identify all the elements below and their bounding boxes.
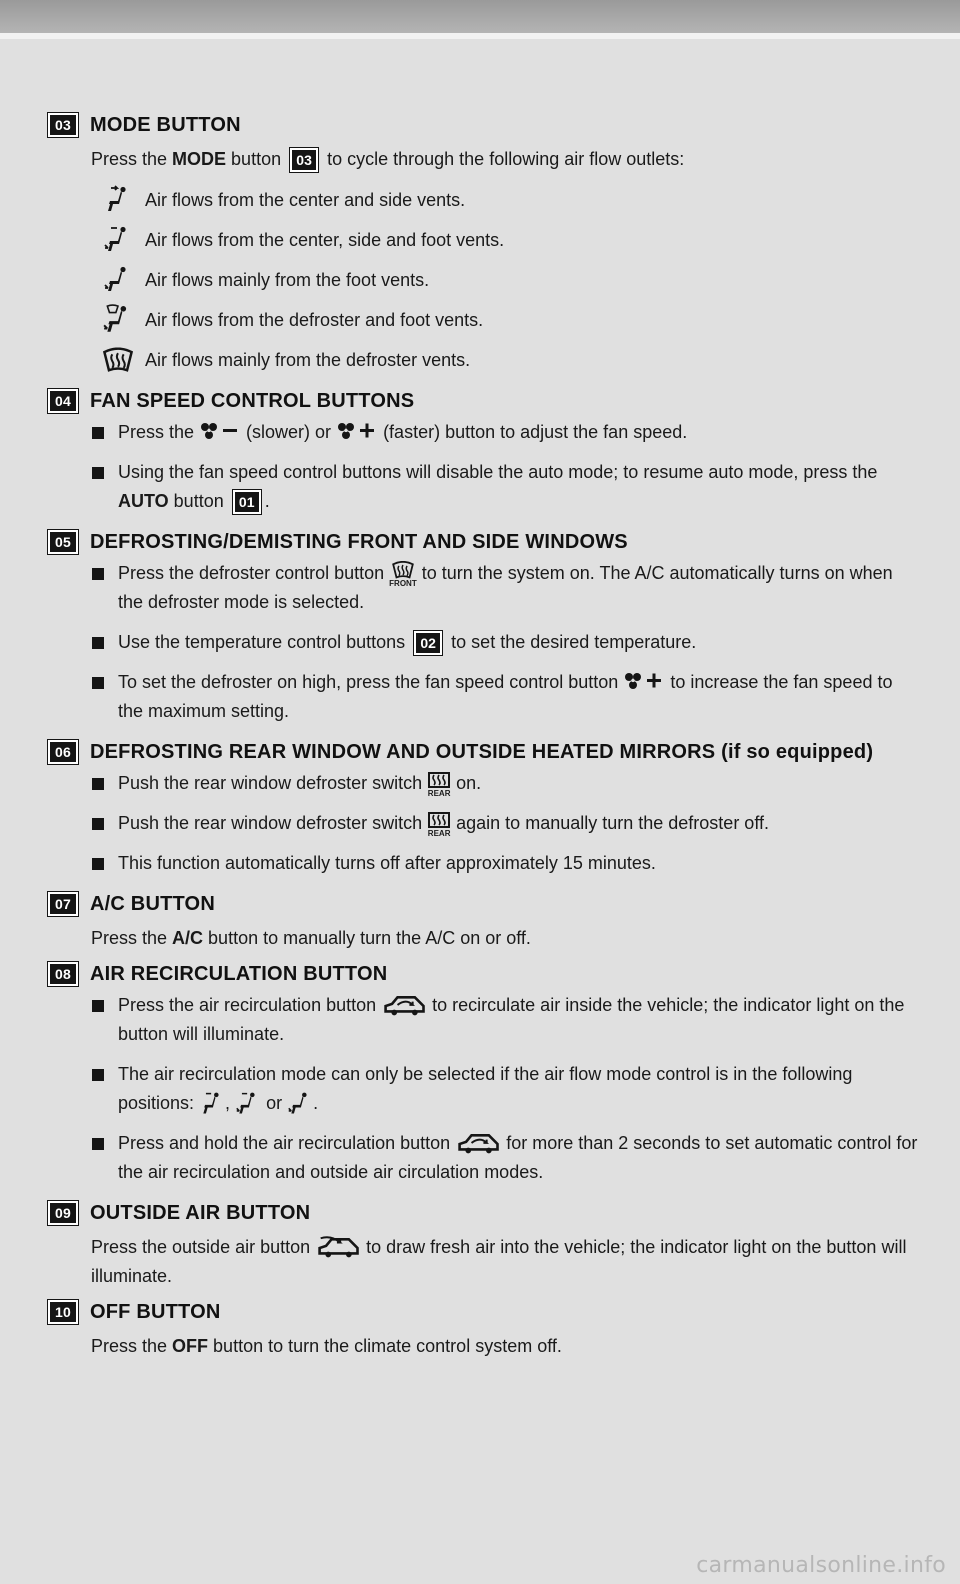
section-title: OUTSIDE AIR BUTTON	[90, 1201, 311, 1224]
recirculation-icon	[381, 993, 427, 1019]
text: To set the defroster on high, press the fan speed control button	[118, 672, 624, 692]
text: The air recirculation mode can only be selected if the air flow mode control is in the following positions:	[118, 1064, 853, 1113]
outside-air-icon	[315, 1235, 361, 1261]
text: Press the outside air button	[91, 1237, 316, 1257]
face-vent-icon	[199, 1091, 225, 1117]
text: on.	[451, 773, 482, 793]
section-title: AIR RECIRCULATION BUTTON	[90, 962, 388, 985]
text: or	[261, 1093, 288, 1113]
recirc-bullets	[91, 991, 918, 1187]
air-flow-item	[91, 340, 918, 380]
text: .	[313, 1093, 319, 1113]
watermark: carmanualsonline.info	[696, 1553, 946, 1578]
air-flow-item	[91, 220, 918, 260]
fan-faster-icon	[336, 422, 378, 444]
bullet-item	[91, 769, 918, 798]
text: to cycle through the following air flow outlets:	[322, 149, 685, 169]
bullet-item	[91, 628, 918, 657]
text: Push the rear window defroster switch	[118, 813, 428, 833]
text: This function automatically turns off after approximately 15 minutes.	[118, 853, 656, 873]
top-banner	[0, 0, 960, 33]
reference-badge: 03	[290, 148, 318, 172]
recirculation-icon	[455, 1131, 501, 1157]
text: Press the air recirculation button	[118, 995, 382, 1015]
text: to turn the system on. The A/C automatically turns on when the defroster mode is selected.	[118, 563, 893, 612]
text: to recirculate air inside the vehicle; the indicator light on the button will illuminate.	[118, 995, 905, 1044]
top-divider	[0, 33, 960, 39]
fan-faster-icon	[623, 672, 665, 694]
bullet-item	[91, 809, 918, 838]
section-title: DEFROSTING REAR WINDOW AND OUTSIDE HEATED MIRRORS (if so equipped)	[90, 740, 874, 763]
bullet-item	[91, 559, 918, 617]
text: Press the defroster control button	[118, 563, 390, 583]
air-flow-list	[91, 180, 918, 380]
mode-intro	[91, 145, 918, 174]
face-vent-icon	[103, 185, 133, 215]
section-title: A/C BUTTON	[90, 892, 215, 915]
air-flow-item	[91, 260, 918, 300]
bullet-item	[91, 849, 918, 878]
fan-slower-icon	[199, 422, 241, 444]
bullet-item	[91, 418, 918, 447]
section-title: FAN SPEED CONTROL BUTTONS	[90, 389, 415, 412]
keyword: A/C	[172, 928, 204, 948]
text: for more than 2 seconds to set automatic control for the air recirculation and outside air circulation modes.	[118, 1133, 918, 1182]
text: button to turn the climate control system off.	[208, 1336, 562, 1356]
text: Press the	[91, 149, 173, 169]
section-heading-recirc	[48, 959, 918, 989]
text: Push the rear window defroster switch	[118, 773, 428, 793]
bullet-item	[91, 1129, 918, 1187]
rear-defrost-icon	[427, 771, 451, 798]
section-title: MODE BUTTON	[90, 113, 241, 136]
air-flow-text: Air flows mainly from the foot vents.	[145, 269, 430, 290]
reference-badge: 02	[414, 631, 442, 655]
ac-text	[91, 924, 918, 953]
text: Use the temperature control buttons	[118, 632, 411, 652]
section-badge: 09	[48, 1201, 78, 1225]
text: ,	[225, 1093, 236, 1113]
section-heading-defrost-front	[48, 527, 918, 557]
defrost-rear-bullets	[91, 769, 918, 878]
section-badge: 03	[48, 113, 78, 137]
section-title: DEFROSTING/DEMISTING FRONT AND SIDE WINDOWS	[90, 530, 628, 553]
text: (faster) button to adjust the fan speed.	[378, 422, 688, 442]
off-text	[91, 1332, 918, 1361]
text: (slower) or	[241, 422, 337, 442]
defrost-foot-vent-icon	[102, 304, 134, 336]
rear-defrost-icon	[427, 811, 451, 838]
fan-bullets	[91, 418, 918, 516]
icon-label: FRONT	[389, 578, 417, 588]
section-heading-fan	[48, 386, 918, 416]
keyword: OFF	[172, 1336, 209, 1356]
bi-level-vent-icon	[235, 1091, 261, 1117]
air-flow-text: Air flows from the center, side and foot vents.	[145, 229, 505, 250]
bi-level-vent-icon	[103, 225, 133, 255]
front-defrost-icon	[389, 561, 417, 588]
section-heading-ac	[48, 889, 918, 919]
text: Press the	[91, 928, 173, 948]
foot-vent-icon	[103, 265, 133, 295]
section-heading-defrost-rear	[48, 737, 918, 767]
text: .	[264, 491, 270, 511]
air-flow-item	[91, 300, 918, 340]
outside-air-text	[91, 1233, 918, 1291]
defrost-front-bullets	[91, 559, 918, 726]
text: Press the	[118, 422, 200, 442]
bullet-item	[91, 458, 918, 516]
air-flow-text: Air flows mainly from the defroster vents.	[145, 349, 471, 370]
air-flow-text: Air flows from the center and side vents.	[145, 189, 466, 210]
text: again to manually turn the defroster off.	[451, 813, 769, 833]
section-badge: 07	[48, 892, 78, 916]
defrost-vent-icon	[101, 347, 135, 373]
section-heading-off	[48, 1297, 918, 1327]
icon-label: REAR	[427, 828, 451, 838]
text: button	[226, 149, 287, 169]
text: Press the	[91, 1336, 173, 1356]
keyword: AUTO	[118, 491, 169, 511]
bullet-item	[91, 1060, 918, 1118]
section-badge: 10	[48, 1300, 78, 1324]
text: button	[168, 491, 229, 511]
text: button to manually turn the A/C on or off.	[203, 928, 531, 948]
bullet-item	[91, 991, 918, 1049]
text: to set the desired temperature.	[446, 632, 697, 652]
text: Using the fan speed control buttons will disable the auto mode; to resume auto mode, press the	[118, 462, 878, 482]
section-title: OFF BUTTON	[90, 1300, 221, 1323]
reference-badge: 01	[233, 490, 261, 514]
section-badge: 05	[48, 530, 78, 554]
text: to draw fresh air into the vehicle; the indicator light on the button will illuminate.	[91, 1237, 907, 1286]
section-heading-mode	[48, 110, 918, 140]
air-flow-item	[91, 180, 918, 220]
text: Press and hold the air recirculation button	[118, 1133, 456, 1153]
manual-content	[48, 104, 918, 1367]
foot-vent-icon	[287, 1091, 313, 1117]
section-badge: 04	[48, 389, 78, 413]
section-badge: 08	[48, 962, 78, 986]
text: to increase the fan speed to the maximum setting.	[118, 672, 893, 721]
bullet-item	[91, 668, 918, 726]
air-flow-text: Air flows from the defroster and foot vents.	[145, 309, 484, 330]
icon-label: REAR	[427, 788, 451, 798]
section-heading-outside-air	[48, 1198, 918, 1228]
section-badge: 06	[48, 740, 78, 764]
keyword: MODE	[172, 149, 227, 169]
